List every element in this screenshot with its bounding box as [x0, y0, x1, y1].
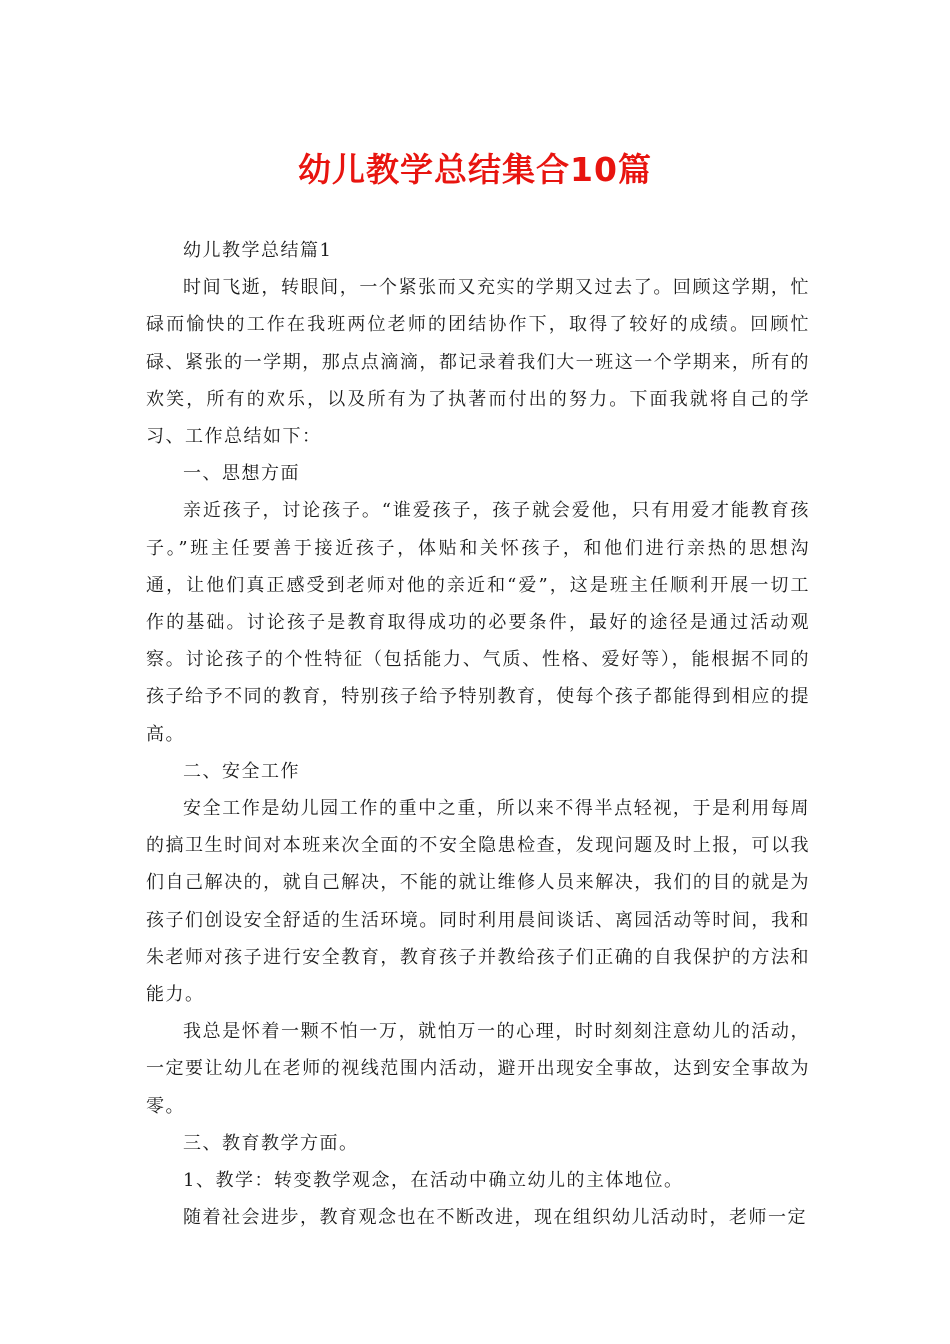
- section-heading: 幼儿教学总结篇1: [183, 240, 333, 261]
- paragraph: 亲近孩子，讨论孩子。“谁爱孩子，孩子就会爱他，只有用爱才能教育孩子。”班主任要善于接近孩子，体贴和关怀孩子，和他们进行亲热的思想沟通，让他们真正感受到老师对他的亲近和“爱”，这是班主任顺利开展一切工作的基础。讨论孩子是教育取得成功的必要条件，最好的途径是通过活动观察。讨论孩子的个性特征（包括能力、气质、性格、爱好等），能根据不同的孩子给予不同的教育，特别孩子给予特别教育，使每个孩子都能得到相应的提高。: [146, 500, 810, 745]
- paragraph: 我总是怀着一颗不怕一万，就怕万一的心理，时时刻刻注意幼儿的活动，一定要让幼儿在老师的视线范围内活动，避开出现安全事故，达到安全事故为零。: [146, 1021, 810, 1117]
- section-heading: 一、思想方面: [183, 463, 300, 485]
- paragraph: 安全工作是幼儿园工作的重中之重，所以来不得半点轻视，于是利用每周的搞卫生时间对本班来次全面的不安全隐患检查，发现问题及时上报，可以我们自己解决的，就自己解决，不能的就让维修人员来解决，我们的目的就是为孩子们创设安全舒适的生活环境。同时利用晨间谈话、离园活动等时间，我和朱老师对孩子进行安全教育，教育孩子并教给孩子们正确的自我保护的方法和能力。: [146, 798, 810, 1006]
- paragraph: 随着社会进步，教育观念也在不断改进，现在组织幼儿活动时，老师一定: [183, 1207, 807, 1229]
- document-body: [146, 232, 810, 1236]
- document-title: 幼儿教学总结集合10篇: [298, 150, 652, 189]
- section-heading: 二、安全工作: [183, 760, 300, 782]
- section-heading: 1、教学：转变教学观念，在活动中确立幼儿的主体地位。: [183, 1170, 684, 1192]
- section-heading: 三、教育教学方面。: [183, 1132, 359, 1154]
- paragraph: 时间飞逝，转眼间，一个紧张而又充实的学期又过去了。回顾这学期，忙碌而愉快的工作在我班两位老师的团结协作下，取得了较好的成绩。回顾忙碌、紧张的一学期，那点点滴滴，都记录着我们大一班这一个学期来，所有的欢笑，所有的欢乐，以及所有为了执著而付出的努力。下面我就将自己的学习、工作总结如下：: [146, 277, 810, 448]
